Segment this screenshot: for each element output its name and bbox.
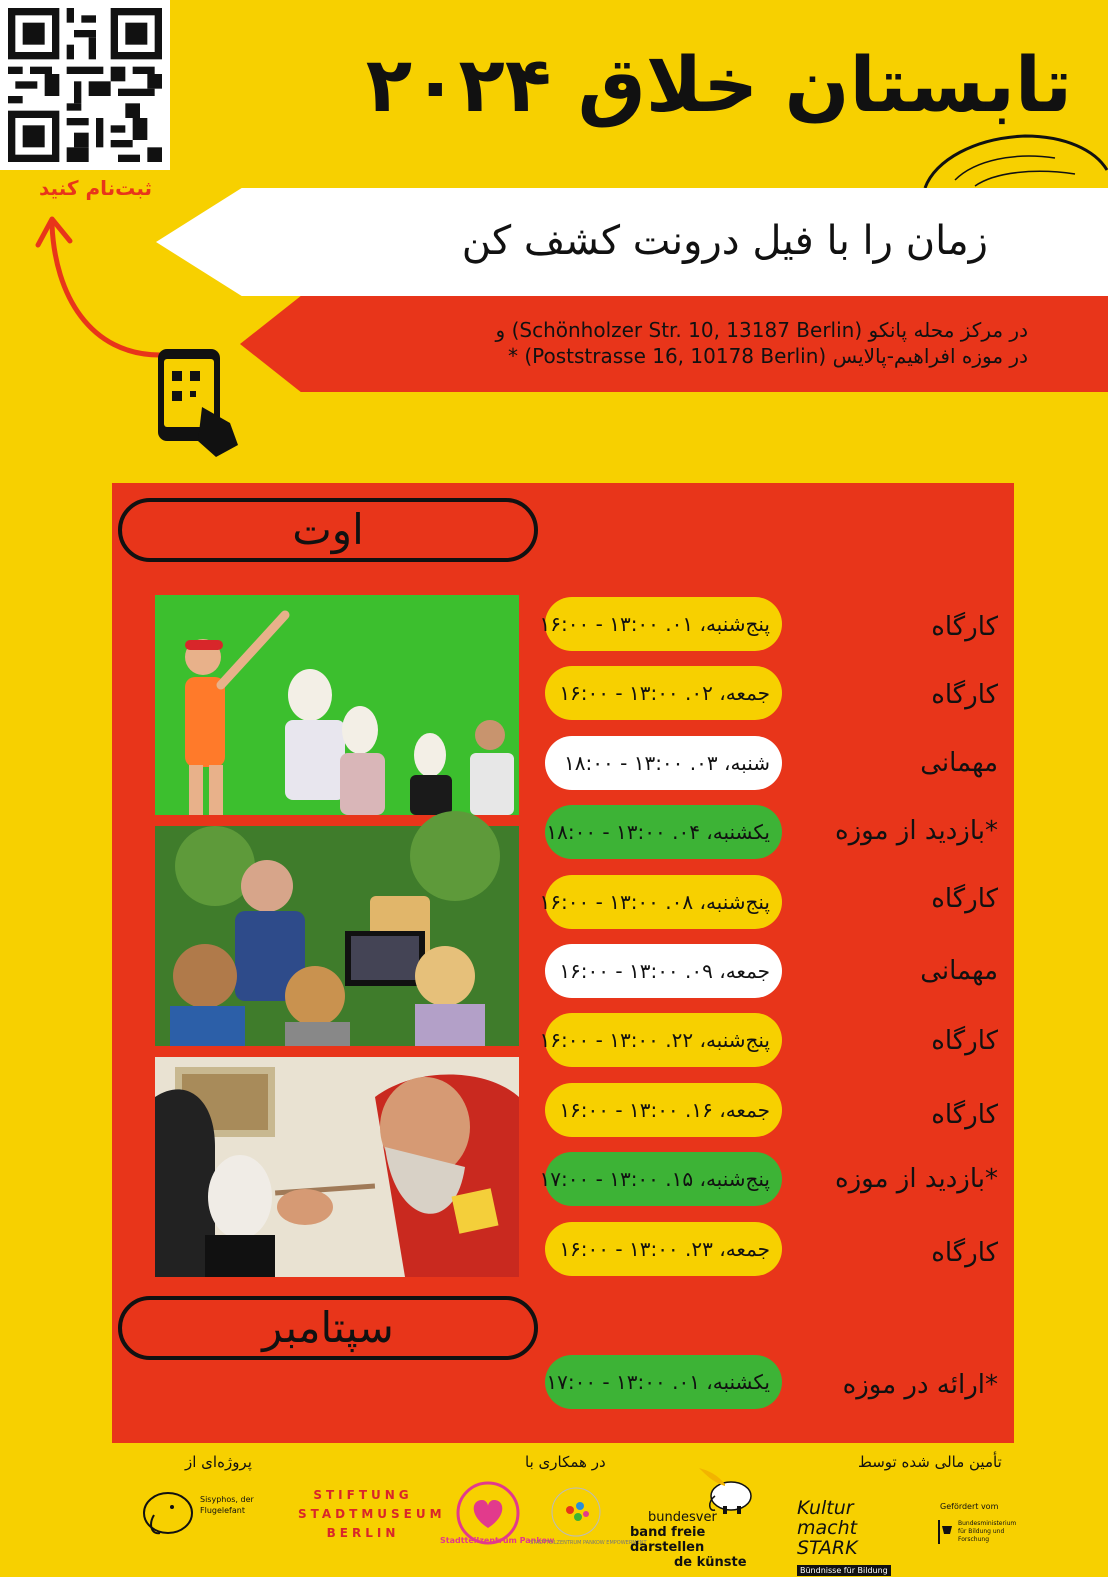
macht-stark-text: macht STARK bbox=[797, 1517, 858, 1559]
event-date-pill: جمعه، ۱۶. ۱۳:۰۰ - ۱۶:۰۰ bbox=[545, 1083, 782, 1137]
photo-workshop-masks bbox=[155, 595, 519, 815]
gefoerdert-text: Gefördert vom bbox=[940, 1502, 999, 1511]
photo-workshop-laptop bbox=[155, 826, 519, 1046]
event-date-pill: پنج‌شنبه، ۰۱. ۱۳:۰۰ - ۱۶:۰۰ bbox=[545, 597, 782, 651]
stadtmuseum-logo bbox=[298, 1486, 446, 1543]
footer-funded-by: تأمین مالی شده توسط bbox=[858, 1453, 1002, 1471]
event-date-pill: جمعه، ۰۹. ۱۳:۰۰ - ۱۶:۰۰ bbox=[545, 944, 782, 998]
stadtmuseum-text: STADTMUSEUM bbox=[298, 1507, 446, 1521]
sisyphos-logo-text: Sisyphos, der Flugelefant bbox=[200, 1495, 254, 1515]
event-label: مهمانی bbox=[920, 748, 998, 778]
phone-scan-icon bbox=[150, 345, 245, 460]
event-label: کارگاه bbox=[931, 884, 998, 914]
event-date-pill: یکشنبه، ۰۴. ۱۳:۰۰ - ۱۸:۰۰ bbox=[545, 805, 782, 859]
event-date-pill: پنج‌شنبه، ۰۸. ۱۳:۰۰ - ۱۶:۰۰ bbox=[545, 875, 782, 929]
event-date-pill: جمعه، ۲۳. ۱۳:۰۰ - ۱۶:۰۰ bbox=[545, 1222, 782, 1276]
photo-face-painting bbox=[155, 1057, 519, 1277]
bmbf-text: Bundesministerium für Bildung und Forschung bbox=[958, 1520, 1017, 1543]
event-label: کارگاه bbox=[931, 1026, 998, 1056]
event-label: *بازدید از موزه bbox=[834, 816, 998, 846]
bundesverband-line-2: band freie darstellen bbox=[630, 1525, 706, 1555]
stiftung-text: STIFTUNG bbox=[313, 1488, 413, 1502]
event-date-pill: جمعه، ۰۲. ۱۳:۰۰ - ۱۶:۰۰ bbox=[545, 666, 782, 720]
stadtteilzentrum-text: Stadtteilzentrum Pankow bbox=[440, 1536, 555, 1545]
location-line-2: در موزه افراهیم-پالایس (Poststrasse 16, 10178 Berlin) * bbox=[507, 344, 1028, 368]
footer-project-of: پروژه‌ای از bbox=[185, 1453, 252, 1471]
empowerment-text: STADTTEILZENTRUM PANKOW EMPOWERMENT bbox=[530, 1540, 647, 1546]
qr-code[interactable] bbox=[0, 0, 170, 170]
bundesverband-line-3: de künste bbox=[674, 1555, 747, 1570]
subtitle: زمان را با فیل درونت کشف کن bbox=[461, 218, 988, 264]
bundesverband-line-1: bundesver bbox=[648, 1510, 717, 1525]
bundesverband-logo-text bbox=[630, 1510, 760, 1570]
event-date-pill: شنبه، ۰۳. ۱۳:۰۰ - ۱۸:۰۰ bbox=[545, 736, 782, 790]
event-label: کارگاه bbox=[931, 612, 998, 642]
month-heading-august: اوت bbox=[118, 498, 538, 562]
event-label: مهمانی bbox=[920, 956, 998, 986]
qr-code-icon bbox=[8, 8, 162, 162]
register-label[interactable]: ثبت‌نام کنید bbox=[39, 176, 152, 200]
event-label: *بازدید از موزه bbox=[834, 1164, 998, 1194]
event-date-pill: پنج‌شنبه، ۱۵. ۱۳:۰۰ - ۱۷:۰۰ bbox=[545, 1152, 782, 1206]
event-date-pill: یکشنبه، ۰۱. ۱۳:۰۰ - ۱۷:۰۰ bbox=[545, 1355, 782, 1409]
berlin-text: BERLIN bbox=[326, 1526, 400, 1540]
empowerment-logo-icon bbox=[548, 1484, 604, 1540]
event-date-pill: پنج‌شنبه، ۲۲. ۱۳:۰۰ - ۱۶:۰۰ bbox=[545, 1013, 782, 1067]
event-label: کارگاه bbox=[931, 1100, 998, 1130]
event-label: کارگاه bbox=[931, 680, 998, 710]
buendnisse-text: Bündnisse für Bildung bbox=[797, 1565, 891, 1576]
event-label: *ارائه در موزه bbox=[842, 1370, 998, 1400]
event-label: کارگاه bbox=[931, 1238, 998, 1268]
curved-arrow-icon bbox=[30, 205, 170, 365]
footer-cooperation: در همکاری با bbox=[525, 1453, 606, 1471]
kultur-text: Kultur bbox=[797, 1497, 854, 1519]
kultur-macht-stark-logo bbox=[797, 1498, 907, 1577]
page-title: تابستان خلاق ۲۰۲۴ bbox=[365, 40, 1072, 129]
winged-elephant-logo bbox=[695, 1466, 761, 1514]
month-heading-september: سپتامبر bbox=[118, 1296, 538, 1360]
sisyphos-elephant-logo bbox=[138, 1485, 198, 1540]
location-line-1: در مرکز محله پانکو (Schönholzer Str. 10, 13187 Berlin) و bbox=[495, 318, 1028, 342]
federal-eagle-icon bbox=[938, 1520, 954, 1544]
elephant-sketch-icon bbox=[915, 130, 1108, 190]
